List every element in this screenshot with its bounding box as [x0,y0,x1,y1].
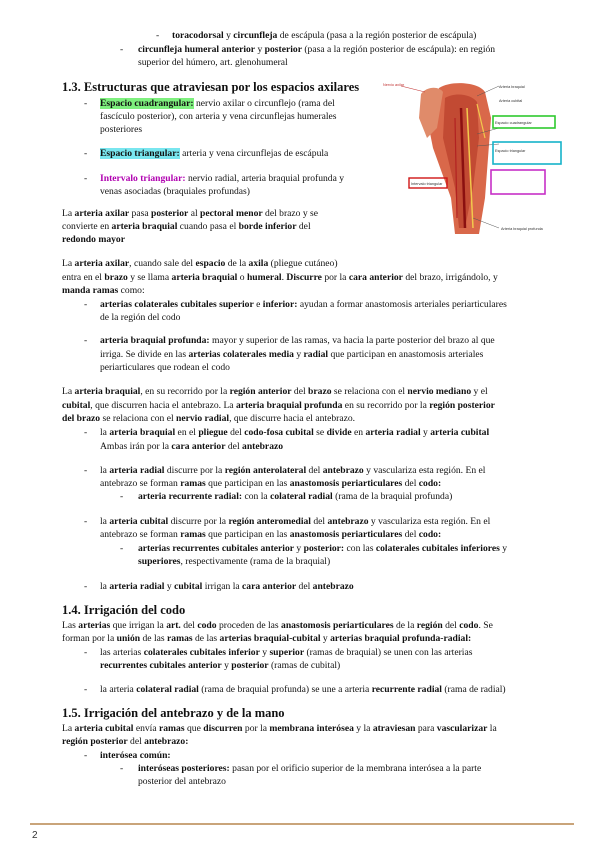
paragraph: La arteria axilar, cuando sale del espacio de la axila (pliegue cutáneo) [62,258,338,269]
bullet-dash: - [84,581,88,592]
figure-label: Arteria braquial [499,85,525,89]
paragraph-line: región posterior del antebrazo: [62,736,189,747]
list-item-continuation: recurrentes cubitales anterior y posterior (ramas de cubital) [100,660,341,671]
list-item: las arterias colaterales cubitales inferior y superior (ramas de braquial) se unen con las arterias [100,647,473,658]
list-item: circunfleja humeral anterior y posterior (pasa a la región posterior de escápula): en región [138,44,496,55]
paragraph-line: del brazo se relaciona con el nervio radial, que discurre hacia el antebrazo. [62,413,356,424]
bullet-dash: - [156,30,160,41]
page-number: 2 [32,830,38,841]
bullet-dash: - [84,750,88,761]
bullet-dash: - [84,173,88,184]
paragraph-line: redondo mayor [62,234,125,245]
bullet-dash: - [120,44,124,55]
list-item: Espacio cuadrangular: nervio axilar o circunflejo (rama del [100,98,335,109]
paragraph: La arteria axilar pasa posterior al pectoral menor del brazo y se [62,208,319,219]
bullet-dash: - [84,516,88,527]
figure-label: Nervio axilar [383,83,405,87]
figure-label: Arteria braquial profunda [501,227,543,231]
bullet-dash: - [120,543,124,554]
figure-label: Espacio triangular [495,149,526,153]
bullet-dash: - [84,465,88,476]
paragraph: La arteria cubital envía ramas que discurren por la membrana interósea y la atraviesan para vascularizar la [62,723,497,734]
list-item: interósea común: [100,750,171,761]
list-item: la arteria braquial en el pliegue del codo-fosa cubital se divide en arteria radial y arteria cubital [100,427,490,438]
list-item-continuation: de la región del codo [100,312,181,323]
list-item-continuation: superior del húmero, art. glenohumeral [138,57,288,68]
bullet-dash: - [84,427,88,438]
bullet-dash: - [84,647,88,658]
paragraph-line: convierte en arteria braquial cuando pasa el borde inferior del [62,221,311,232]
paragraph-line: entra en el brazo y se llama arteria braquial o humeral. Discurre por la cara anterior del brazo, irrigándolo, y [62,272,498,283]
list-item-continuation: antebrazo se forman ramas que participan en las anastomosis periarticulares del codo: [100,478,442,489]
footer-rule [30,823,574,825]
list-item: arterias colaterales cubitales superior e inferior: ayudan a formar anastomosis arteriales periarticulares [100,299,507,310]
figure-label: Arteria cubital [499,99,523,103]
list-item-continuation: Ambas irán por la cara anterior del antebrazo [100,441,284,452]
sub-list-item-continuation: posterior del antebrazo [138,776,226,787]
sub-list-item: arterias recurrentes cubitales anterior y posterior: con las colaterales cubitales inferiores y [138,543,508,554]
list-item-continuation: venas asociadas (braquiales profundas) [100,186,250,197]
paragraph: La arteria braquial, en su recorrido por la región anterior del brazo se relaciona con el nervio mediano y el [62,386,488,397]
bullet-dash: - [84,299,88,310]
section-heading: 1.5. Irrigación del antebrazo y de la mano [62,706,285,720]
sub-list-item: arteria recurrente radial: con la colateral radial (rama de la braquial profunda) [138,491,453,502]
bullet-dash: - [84,98,88,109]
list-item: toracodorsal y circunfleja de escápula (pasa a la región posterior de escápula) [172,30,477,41]
bullet-dash: - [120,491,124,502]
list-item: la arteria radial discurre por la región anterolateral del antebrazo y vasculariza esta región. En el [100,465,486,476]
anatomy-figure [381,78,583,236]
list-item: la arteria colateral radial (rama de braquial profunda) se une a arteria recurrente radial (rama de radial) [100,684,506,695]
list-item: la arteria cubital discurre por la región anteromedial del antebrazo y vasculariza esta región. En el [100,516,491,527]
list-item-continuation: posteriores [100,124,143,135]
list-item: Espacio triangular: arteria y vena circunflejas de escápula [100,148,329,159]
sub-list-item: interóseas posteriores: pasan por el orificio superior de la membrana interósea a la parte [138,763,482,774]
paragraph-line: cubital, que discurren hacia el antebrazo. La arteria braquial profunda en su recorrido por la región posterior [62,400,495,411]
list-item: arteria braquial profunda: mayor y superior de las ramas, va hacia la parte posterior del brazo al que [100,335,495,346]
list-item-continuation: irriga. Se divide en las arterias colaterales media y radial que participan en anastomosis arteriales [100,349,484,360]
bullet-dash: - [120,763,124,774]
paragraph: Las arterias que irrigan la art. del codo proceden de las anastomosis periarticulares de la región del codo. Se [62,620,493,631]
section-heading: 1.4. Irrigación del codo [62,603,186,617]
paragraph-line: forman por la unión de las ramas de las arterias braquial-cubital y arterias braquial profunda-radial: [62,633,472,644]
figure-label: Intervalo triangular [411,182,443,186]
paragraph-line: manda ramas como: [62,285,145,296]
list-item: Intervalo triangular: nervio radial, arteria braquial profunda y [100,173,345,184]
sub-list-item-continuation: superiores, respectivamente (rama de la braquial) [138,556,331,567]
list-item-continuation: fascículo posterior), con arteria y vena circunflejas humerales [100,111,337,122]
list-item-continuation: antebrazo se forman ramas que participan en las anastomosis periarticulares del codo: [100,529,442,540]
list-item: la arteria radial y cubital irrigan la cara anterior del antebrazo [100,581,354,592]
list-item-continuation: periarticulares que rodean el codo [100,362,230,373]
section-heading: 1.3. Estructuras que atraviesan por los espacios axilares [62,80,360,94]
bullet-dash: - [84,335,88,346]
bullet-dash: - [84,684,88,695]
figure-label: Espacio cuadrangular [495,121,532,125]
bullet-dash: - [84,148,88,159]
